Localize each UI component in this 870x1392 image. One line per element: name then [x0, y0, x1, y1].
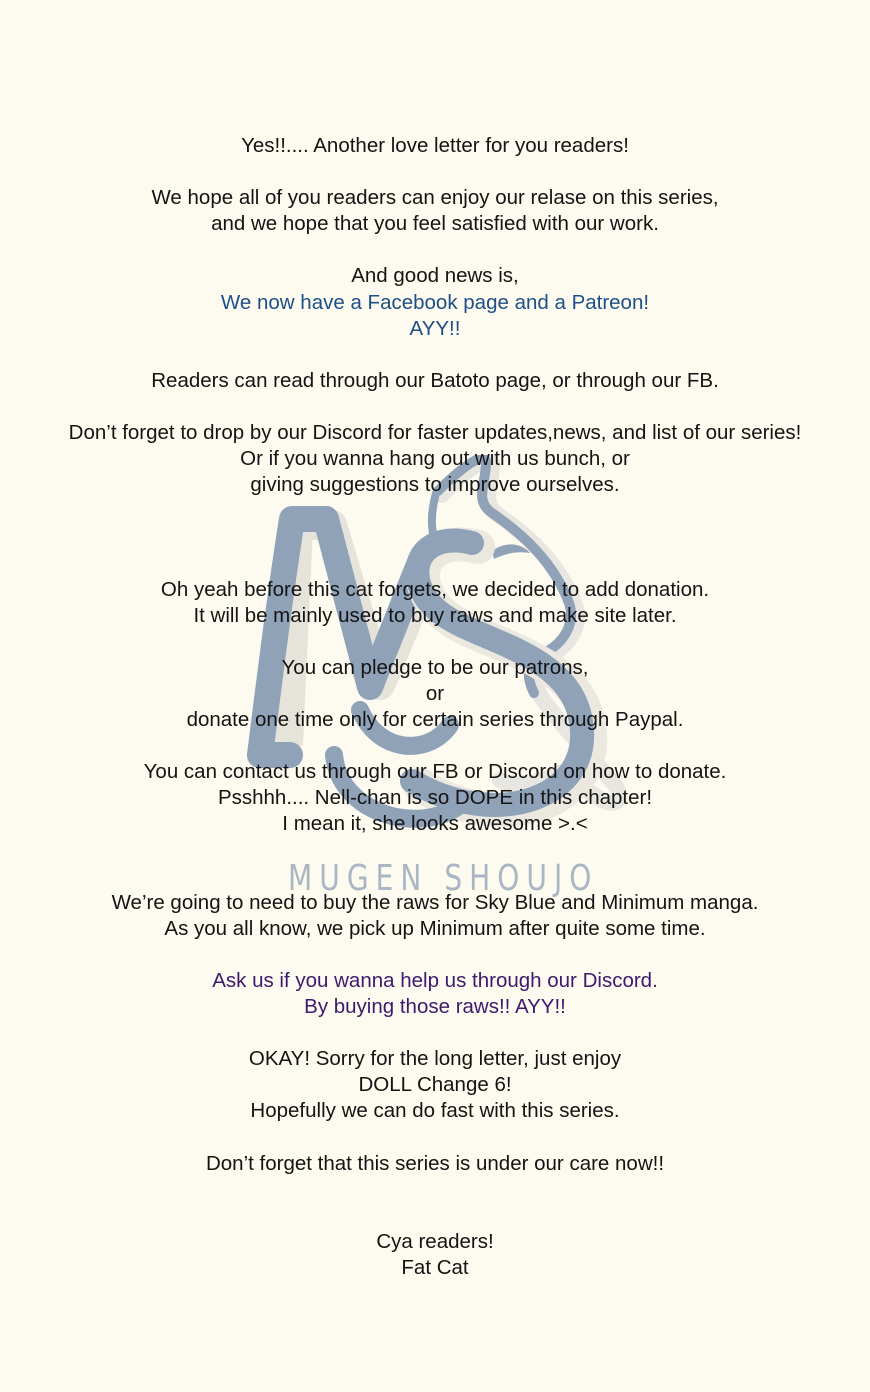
greeting-line: Yes!!.... Another love letter for you readers! [241, 134, 629, 157]
letter-line: Or if you wanna hang out with us bunch, or [240, 447, 630, 471]
letter-line: Readers can read through our Batoto page, or through our FB. [151, 368, 719, 392]
letter-line: You can contact us through our FB or Discord on how to donate. [143, 760, 727, 784]
letter-line: donate one time only for certain series through Paypal. [186, 708, 684, 732]
letter-line: We’re going to need to buy the raws for Sky Blue and Minimum manga. [111, 890, 759, 914]
letter-line: giving suggestions to improve ourselves. [250, 473, 620, 497]
letter-line: As you all know, we pick up Minimum after quite some time. [164, 916, 706, 940]
letter-line: Hopefully we can do fast with this series. [250, 1099, 620, 1123]
letter-line: and we hope that you feel satisfied with our work. [211, 212, 659, 236]
discord-help-line: Ask us if you wanna help us through our Discord. [212, 969, 658, 992]
letter-line: Psshhh.... Nell-chan is so DOPE in this chapter! [217, 786, 653, 810]
letter-line: We hope all of you readers can enjoy our relase on this series, [151, 186, 719, 210]
letter-line: or [425, 681, 445, 705]
letter-line: You can pledge to be our patrons, [281, 655, 589, 679]
letter-line: DOLL Change 6! [358, 1073, 512, 1097]
letter-line: Oh yeah before this cat forgets, we decided to add donation. [160, 577, 710, 601]
letter-line: It will be mainly used to buy raws and make site later. [193, 603, 677, 627]
signoff-line: Cya readers! [376, 1229, 494, 1253]
letter-line: Don’t forget to drop by our Discord for faster updates,news, and list of our series! [68, 421, 802, 445]
signature: Fat Cat [401, 1256, 469, 1280]
letter-line: Don’t forget that this series is under our care now!! [205, 1151, 665, 1175]
letter-line: OKAY! Sorry for the long letter, just enjoy [248, 1047, 622, 1071]
love-letter [0, 133, 870, 1281]
letter-line: And good news is, [351, 264, 519, 288]
discord-help-line: By buying those raws!! AYY!! [304, 995, 566, 1019]
watermark-logo-text: MUGEN SHOUJO [288, 858, 599, 899]
facebook-patreon-announcement: We now have a Facebook page and a Patreon! [220, 290, 650, 314]
letter-line-highlight: AYY!! [409, 316, 461, 340]
letter-line: I mean it, she looks awesome >.< [282, 812, 588, 836]
